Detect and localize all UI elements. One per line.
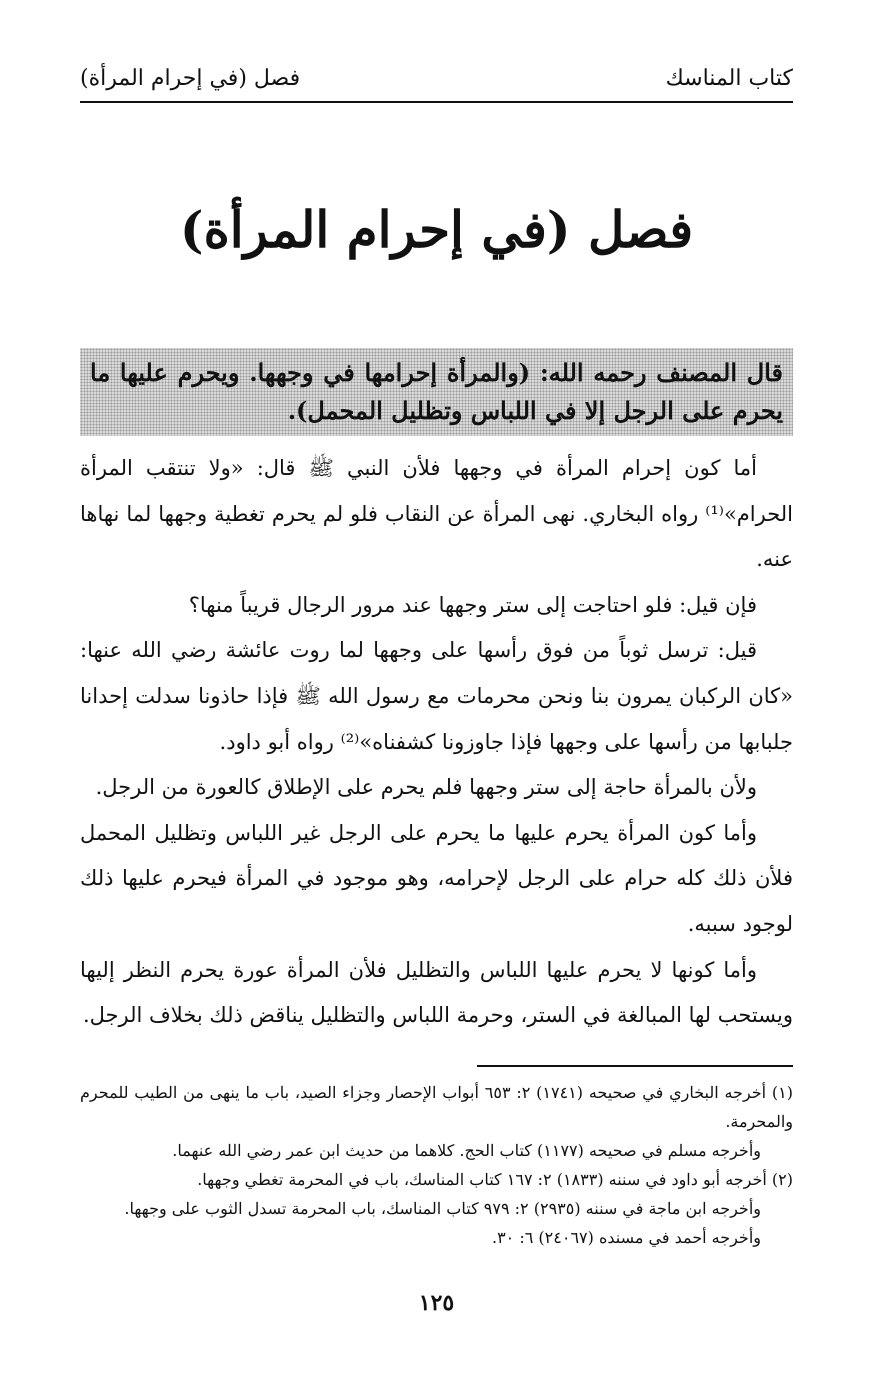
header-section-title: فصل (في إحرام المرأة) bbox=[80, 65, 301, 91]
page-number: ١٢٥ bbox=[418, 1290, 455, 1316]
footnote: وأخرجه ابن ماجة في سننه (٢٩٣٥) ٢: ٩٧٩ كتاب المناسك، باب المحرمة تسدل الثوب على وجهها. bbox=[124, 1199, 761, 1218]
body-paragraph: وأما كونها لا يحرم عليها اللباس والتظليل فلأن المرأة عورة يحرم النظر إليها ويستحب لها المبالغة في الستر، وحرمة اللباس والتظليل يناقض ذلك بخلاف الرجل. bbox=[80, 957, 793, 1028]
running-header bbox=[80, 58, 793, 98]
body-paragraph: وأما كون المرأة يحرم عليها ما يحرم على الرجل غير اللباس وتظليل المحمل فلأن ذلك كله حرام على الرجل لإحرامه، وهو موجود في المرأة فيحرم عليها ذلك لوجود سببه. bbox=[80, 820, 793, 936]
chapter-title: فصل (في إحرام المرأة) bbox=[179, 200, 694, 259]
footnote: (٢) أخرجه أبو داود في سننه (١٨٣٣) ٢: ١٦٧ كتاب المناسك، باب في المحرمة تغطي وجهها. bbox=[197, 1170, 793, 1189]
matn-text: قال المصنف رحمه الله: (والمرأة إحرامها في وجهها. ويحرم عليها ما يحرم على الرجل إلا في اللباس وتظليل المحمل). bbox=[90, 358, 784, 425]
body-paragraph: أما كون إحرام المرأة في وجهها فلأن النبي ﷺ قال: «ولا تنتقب المرأة الحرام»⁽¹⁾ رواه البخاري. نهى المرأة عن النقاب فلو لم يحرم تغطية وجهها لما نهاها عنه. bbox=[80, 456, 793, 572]
body-paragraph: فإن قيل: فلو احتاجت إلى ستر وجهها عند مرور الرجال قريباً منها؟ bbox=[188, 592, 757, 617]
header-book-title: كتاب المناسك bbox=[665, 65, 793, 91]
commentary-body bbox=[80, 446, 793, 1039]
footnote: (١) أخرجه البخاري في صحيحه (١٧٤١) ٢: ٦٥٣ أبواب الإحصار وجزاء الصيد، باب ما ينهى من الطيب للمحرم والمحرمة. bbox=[80, 1083, 794, 1131]
body-paragraph: ولأن بالمرأة حاجة إلى ستر وجهها فلم يحرم على الإطلاق كالعورة من الرجل. bbox=[95, 775, 757, 800]
matn-highlight-box bbox=[80, 348, 793, 436]
body-paragraph: قيل: ترسل ثوباً من فوق رأسها على وجهها لما روت عائشة رضي الله عنها: «كان الركبان يمرون بنا ونحن محرمات مع رسول الله ﷺ فإذا حاذونا سدلت إحدانا جلبابها من رأسها على وجهها فإذا جاوزونا كشفناه»⁽²⁾ رواه أبو داود. bbox=[80, 638, 793, 754]
footnotes bbox=[80, 1078, 793, 1252]
footnote-separator bbox=[477, 1065, 793, 1067]
footnote: وأخرجه أحمد في مسنده (٢٤٠٦٧) ٦: ٣٠. bbox=[491, 1228, 761, 1247]
header-rule bbox=[80, 101, 793, 103]
footnote: وأخرجه مسلم في صحيحه (١١٧٧) كتاب الحج. كلاهما من حديث ابن عمر رضي الله عنهما. bbox=[172, 1141, 761, 1160]
